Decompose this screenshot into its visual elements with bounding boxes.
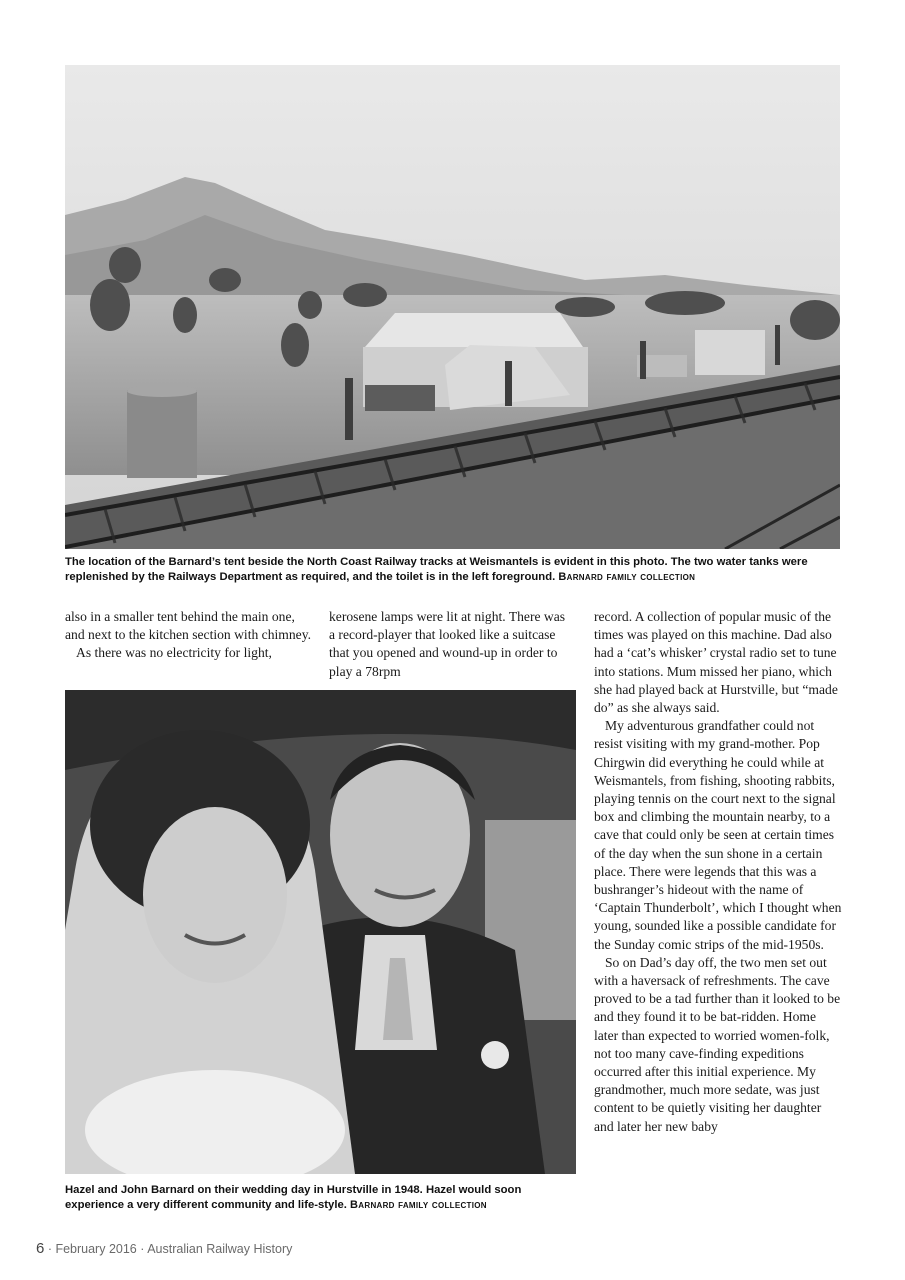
wedding-photo xyxy=(65,690,576,1174)
page-number: 6 xyxy=(36,1240,45,1257)
paragraph: So on Dad’s day off, the two men set out with a haversack of refreshments. The cave proved to be a tad further than it looked to be and they found it to be bat-ridden. Home later than expected to worried women-folk, not too many cave-finding expeditions occurred after this initial experience. My grandmother, much more sedate, was just content to be quietly visiting her daughter and later her new baby xyxy=(594,954,841,1134)
photo-credit: Barnard family collection xyxy=(350,1199,487,1211)
photo-credit: Barnard family collection xyxy=(558,571,696,583)
paragraph: record. A collection of popular music of the times was played on this machine. Dad also had a ‘cat’s whisker’ crystal radio set to tune into stations. Mum missed her piano, which she had played back at Hurstville, but “made do” as she always said. xyxy=(594,609,838,716)
caption-text: The location of the Barnard’s tent beside the North Coast Railway tracks at Weismantels is evident in this photo. The two water tanks were replenished by the Railways Department as required, and the toilet is in the left foreground. xyxy=(65,556,808,583)
tent-by-railway-photo xyxy=(65,65,840,549)
footer-separator: · xyxy=(136,1242,148,1256)
top-photo-caption xyxy=(65,555,840,585)
paragraph: also in a smaller tent behind the main one, and next to the kitchen section with chimney. xyxy=(65,609,312,643)
wedding-photo-caption xyxy=(65,1183,576,1213)
text-column-2 xyxy=(329,608,574,681)
paragraph: As there was no electricity for light, xyxy=(76,645,272,661)
publication-name: Australian Railway History xyxy=(147,1242,293,1256)
paragraph: My adventurous grandfather could not resist visiting with my grand-mother. Pop Chirgwin did everything he could while at Weismantels, from fishing, shooting rabbits, playing tennis on the court next to the signal box and climbing the mountain nearby, to a cave that could only be seen at certain times of the day when the sun shone in a certain place. There were legends that this was a bushranger’s hideout with the name of ‘Captain Thunderbolt’, which I thought when young, sounded like a possible candidate for the Sunday comic strips of the mid-1950s. xyxy=(594,718,842,952)
text-column-3 xyxy=(594,608,842,1136)
text-column-1 xyxy=(65,608,315,663)
page-footer xyxy=(36,1240,292,1257)
issue-date: February 2016 xyxy=(55,1242,137,1256)
paragraph: kerosene lamps were lit at night. There was a record-player that looked like a suitcase that you opened and wound-up in order to play a 78rpm xyxy=(329,609,566,679)
caption-text: Hazel and John Barnard on their wedding day in Hurstville in 1948. Hazel would soon experience a very different community and life-style. xyxy=(65,1184,522,1211)
footer-separator: · xyxy=(44,1242,56,1256)
